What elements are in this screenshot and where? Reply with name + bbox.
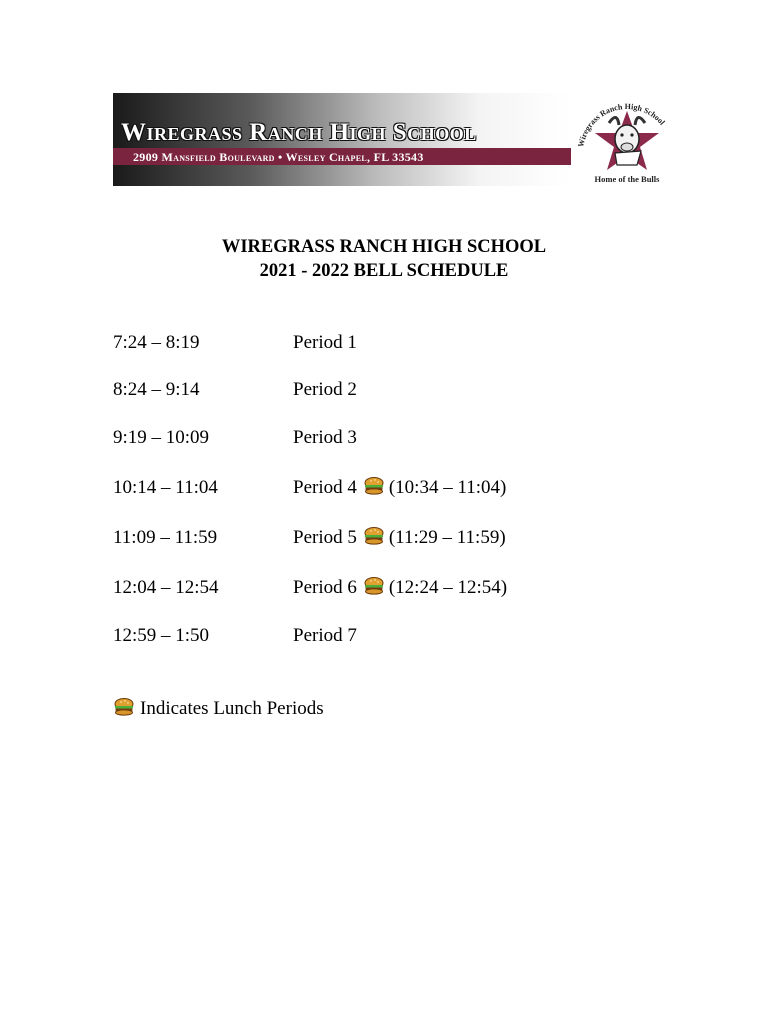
schedule-row	[113, 477, 713, 507]
burger-icon	[363, 576, 385, 596]
schedule-row	[113, 527, 713, 557]
schedule-period	[293, 625, 357, 647]
schedule-period	[293, 477, 506, 499]
lunch-time: (12:24 – 12:54)	[388, 577, 508, 598]
lunch-legend	[113, 698, 324, 720]
lunch-time: (11:29 – 11:59)	[388, 527, 506, 548]
banner-address: 2909 Mansfield Boulevard • Wesley Chapel, FL 33543	[133, 150, 424, 164]
schedule-row	[113, 332, 713, 362]
schedule-time: 12:04 – 12:54	[113, 577, 219, 598]
schedule-time: 11:09 – 11:59	[113, 527, 218, 548]
lunch-time: (10:34 – 11:04)	[388, 477, 507, 498]
bull-logo-icon	[565, 93, 689, 188]
schedule-row	[113, 427, 713, 457]
school-logo	[565, 93, 689, 188]
period-label: Period 4	[293, 477, 357, 498]
schedule-period	[293, 427, 357, 449]
legend-text: Indicates Lunch Periods	[140, 698, 324, 719]
schedule-row	[113, 625, 713, 655]
schedule-time: 7:24 – 8:19	[113, 332, 200, 353]
schedule-period	[293, 577, 507, 599]
schedule-time: 12:59 – 1:50	[113, 625, 210, 646]
period-label: Period 3	[293, 427, 357, 448]
period-label: Period 2	[293, 379, 357, 400]
period-label: Period 5	[293, 527, 357, 548]
schedule-period	[293, 332, 357, 354]
schedule-time: 10:14 – 11:04	[113, 477, 218, 498]
burger-icon	[363, 526, 385, 546]
schedule-row	[113, 379, 713, 409]
burger-icon	[113, 697, 135, 717]
logo-caption: Home of the Bulls	[594, 174, 660, 184]
logo-ring-text: Wiregrass Ranch High School	[576, 101, 667, 148]
school-banner	[113, 93, 688, 188]
schedule-period	[293, 527, 506, 549]
schedule-time: 9:19 – 10:09	[113, 427, 210, 448]
document-title: WIREGRASS RANCH HIGH SCHOOL	[221, 237, 547, 257]
period-label: Period 1	[293, 332, 357, 353]
burger-icon	[363, 476, 385, 496]
period-label: Period 6	[293, 577, 357, 598]
document-subtitle: 2021 - 2022 BELL SCHEDULE	[259, 261, 509, 281]
schedule-row	[113, 577, 713, 607]
schedule-time: 8:24 – 9:14	[113, 379, 200, 400]
schedule-period	[293, 379, 357, 401]
banner-school-name: Wiregrass Ranch High School	[121, 119, 477, 146]
period-label: Period 7	[293, 625, 357, 646]
